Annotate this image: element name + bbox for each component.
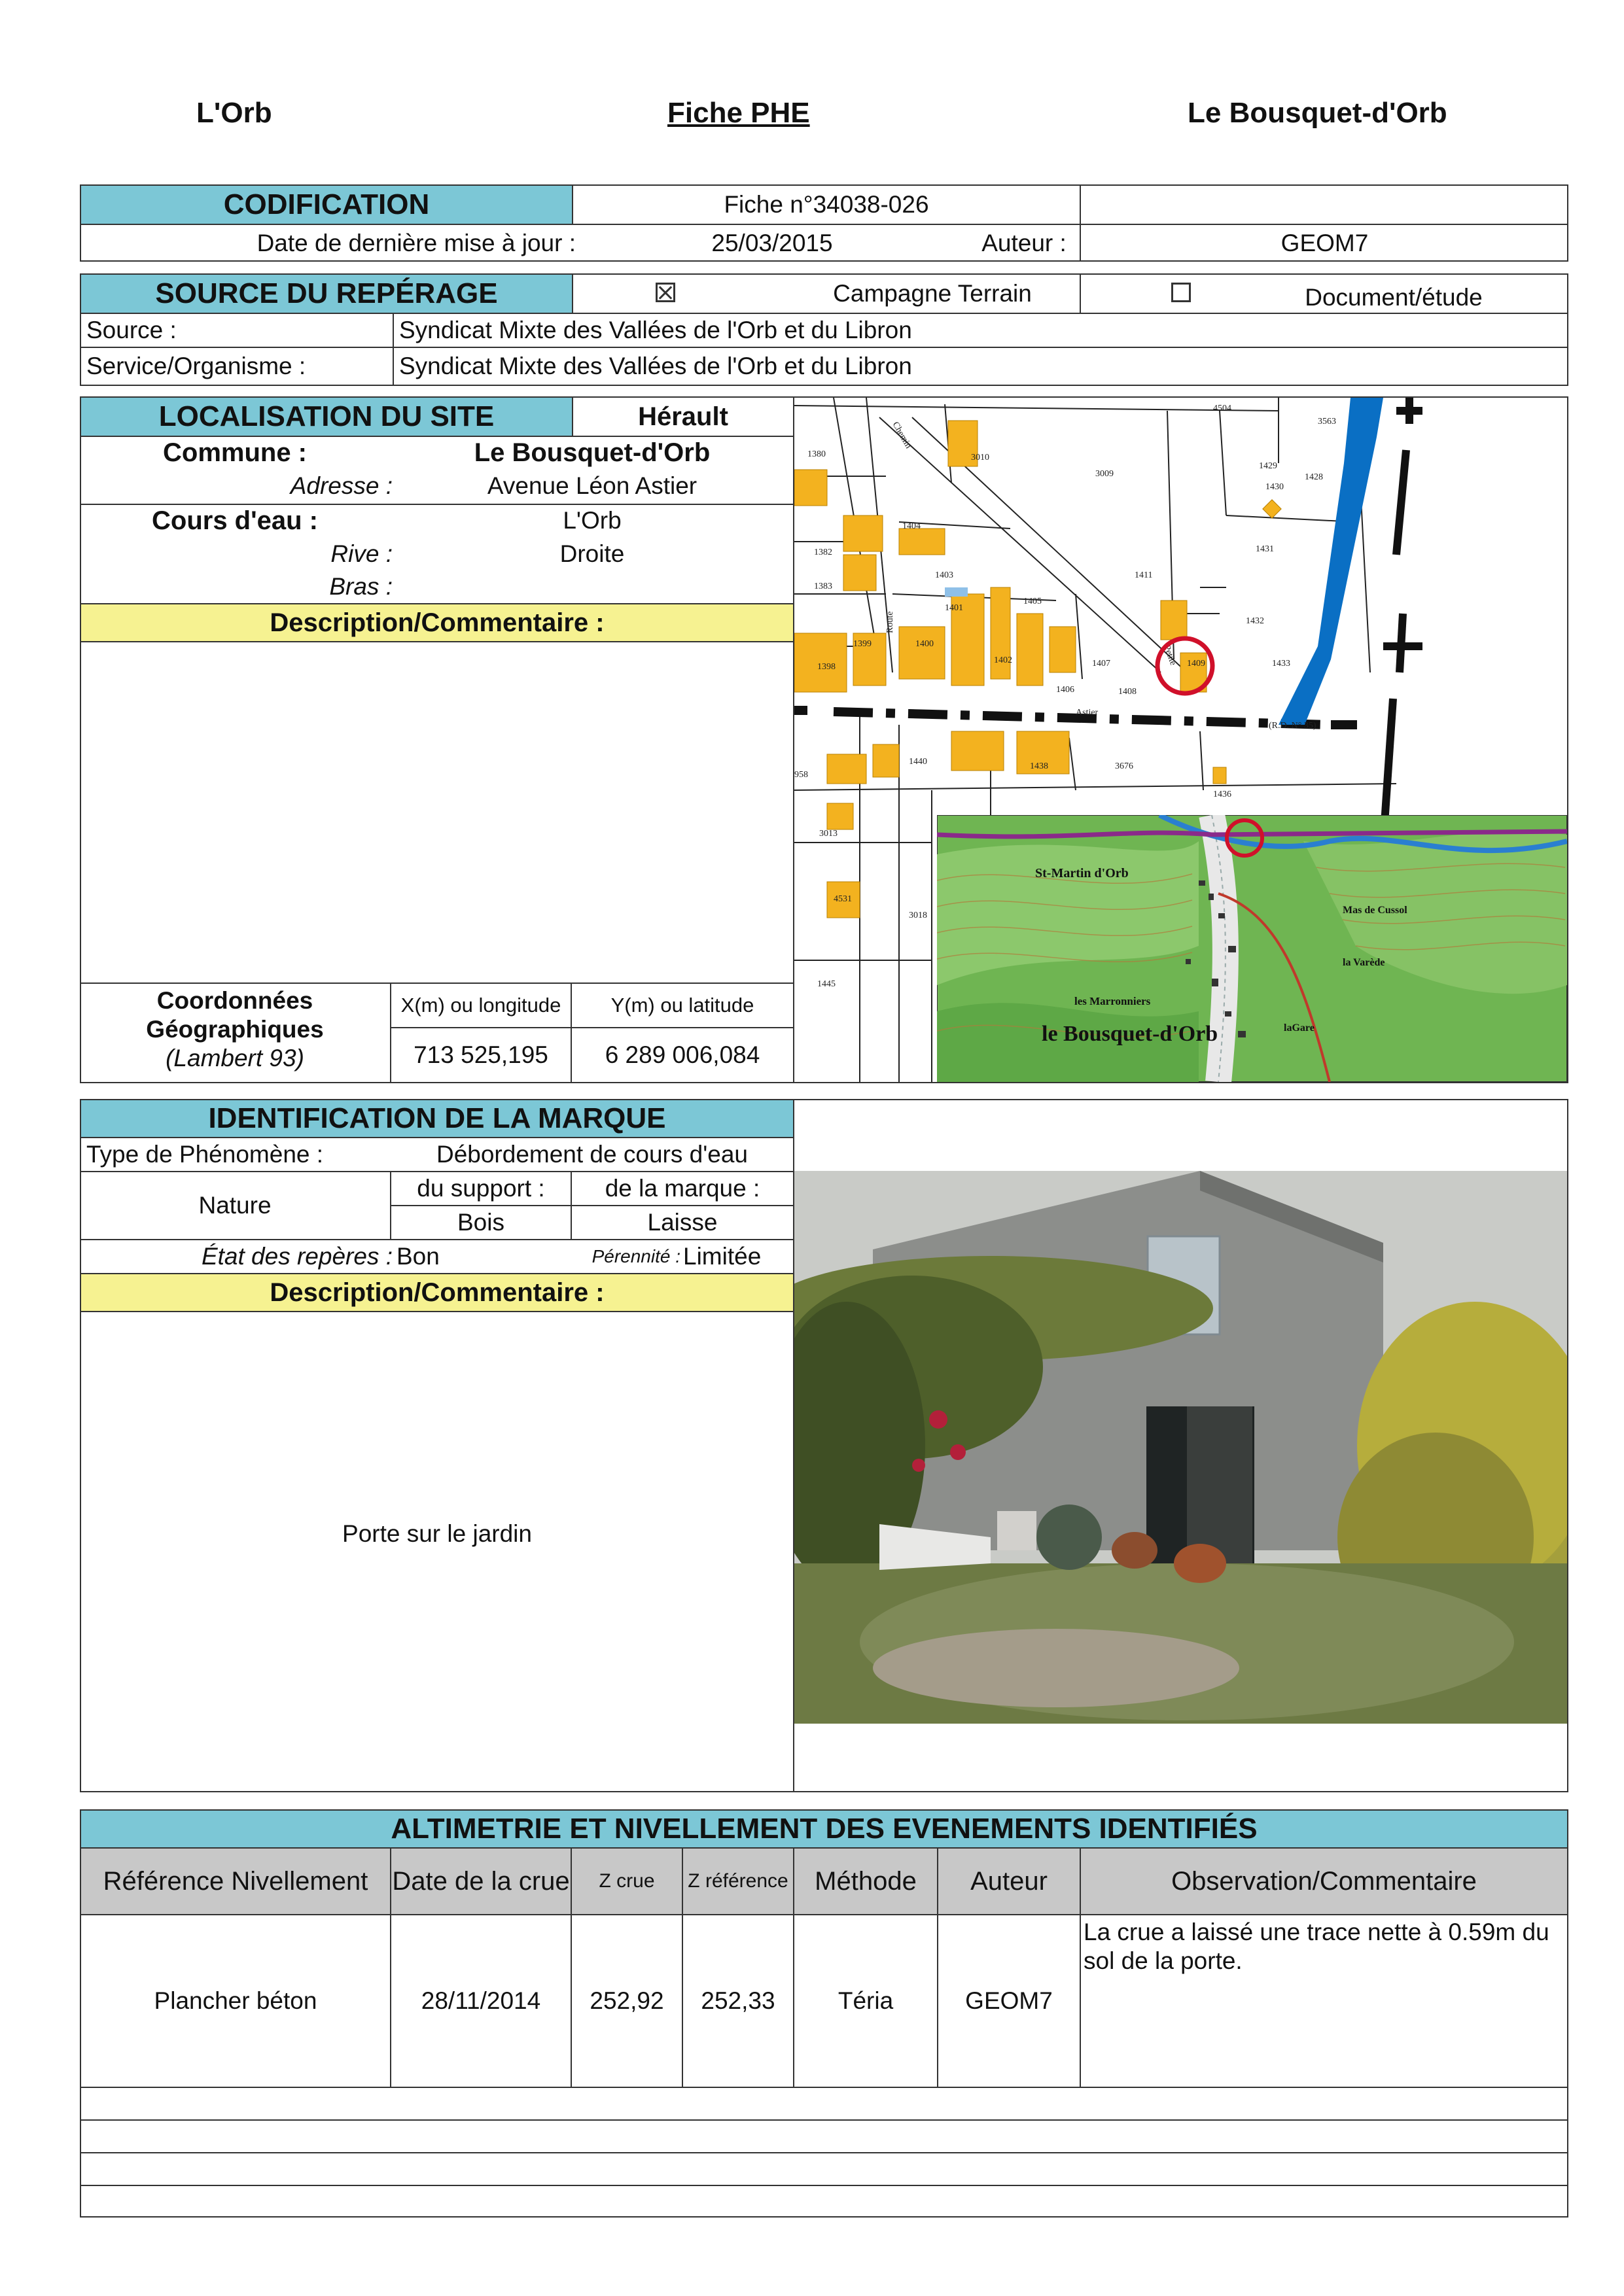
coord-label-line1: Coordonnées: [156, 987, 313, 1014]
parcel-number: 3563: [1318, 417, 1336, 426]
auteur-label: Auteur :: [981, 230, 1067, 256]
parcel-number: 3013: [819, 829, 838, 839]
topo-label: laGare: [1284, 1022, 1315, 1034]
x-label: X(m) ou longitude: [400, 994, 561, 1017]
cours-value: L'Orb: [563, 507, 622, 534]
parcel-number: 1403: [935, 570, 953, 580]
parcel-number: 1405: [1023, 597, 1042, 606]
support-value: Bois: [457, 1209, 504, 1236]
row-obs: La crue a laissé une trace nette à 0.59m du sol de la porte.: [1084, 1919, 1549, 1974]
document-checkbox[interactable]: [1171, 283, 1191, 305]
col-auteur-header: Auteur: [970, 1866, 1048, 1896]
street-label: Astier: [1076, 708, 1099, 718]
commune-label: Commune :: [163, 438, 307, 467]
perennite-value: Limitée: [683, 1243, 762, 1270]
marque-label: de la marque :: [605, 1175, 760, 1202]
street-label: (R.D. N° 35): [1269, 721, 1316, 731]
codification-title: CODIFICATION: [81, 186, 572, 224]
col-date-header: Date de la crue: [392, 1867, 570, 1896]
parcel-number: 1440: [909, 757, 927, 767]
cours-label: Cours d'eau :: [152, 506, 318, 535]
date-label: Date de dernière mise à jour :: [256, 230, 576, 256]
parcel-number: 1398: [817, 662, 836, 672]
campagne-checkbox[interactable]: [656, 283, 675, 305]
coord-label-line2: Géographiques: [146, 1016, 324, 1043]
localisation-desc-title: Description/Commentaire :: [81, 604, 793, 641]
parcel-number: 3010: [971, 453, 989, 462]
parcel-number: 1406: [1056, 685, 1074, 695]
support-label: du support :: [417, 1175, 545, 1202]
parcel-number: 1408: [1118, 687, 1137, 697]
row-methode: Téria: [838, 1987, 894, 2014]
checkbox-empty-icon: [1171, 283, 1191, 302]
parcel-number: 1429: [1259, 461, 1277, 471]
identification-title: IDENTIFICATION DE LA MARQUE: [81, 1100, 793, 1137]
parcel-number: 1431: [1256, 544, 1274, 554]
street-label: Chemin: [890, 420, 913, 451]
departement: Hérault: [638, 402, 728, 431]
header-commune: Le Bousquet-d'Orb: [1188, 97, 1447, 129]
parcel-number: 4531: [834, 894, 852, 904]
bras-value: [393, 570, 792, 603]
topo-label: les Marronniers: [1074, 995, 1151, 1007]
rive-value: Droite: [559, 540, 625, 567]
col-zref-header: Z référence: [688, 1870, 788, 1892]
topo-map: [937, 815, 1567, 1082]
etat-value: Bon: [397, 1243, 440, 1270]
topo-label: la Varède: [1343, 957, 1385, 968]
col-ref-header: Référence Nivellement: [103, 1866, 368, 1896]
rive-label: Rive :: [330, 540, 393, 567]
date-value: 25/03/2015: [711, 230, 833, 256]
type-label: Type de Phénomène :: [86, 1141, 324, 1168]
coord-label-line3: (Lambert 93): [166, 1045, 304, 1071]
nature-label: Nature: [198, 1192, 272, 1219]
parcel-number: 1401: [945, 603, 963, 613]
parcel-number: 1436: [1213, 790, 1231, 799]
service-label: Service/Organisme :: [86, 353, 306, 379]
checkbox-checked-icon: [656, 283, 675, 302]
topo-label: St-Martin d'Orb: [1035, 866, 1129, 880]
row-zref: 252,33: [701, 1987, 775, 2014]
parcel-number: 1411: [1135, 570, 1153, 580]
row-auteur: GEOM7: [965, 1987, 1053, 2014]
parcel-number: 1432: [1246, 616, 1264, 626]
parcel-number: 1430: [1265, 482, 1284, 492]
parcel-number: 1404: [902, 521, 921, 531]
street-label: Petite: [1161, 644, 1178, 667]
commune-value: Le Bousquet-d'Orb: [474, 438, 711, 467]
fiche-number: Fiche n°34038-026: [724, 191, 929, 218]
x-value: 713 525,195: [414, 1041, 548, 1068]
etat-label: État des repères :: [201, 1243, 393, 1270]
y-label: Y(m) ou latitude: [610, 994, 754, 1017]
parcel-number: 1433: [1272, 659, 1290, 669]
parcel-number: 1438: [1030, 761, 1048, 771]
parcel-number: 1409: [1187, 659, 1205, 669]
localisation-title: LOCALISATION DU SITE: [81, 398, 572, 436]
parcel-number: 1399: [853, 639, 872, 649]
campagne-label: Campagne Terrain: [833, 280, 1032, 307]
street-label: Route: [885, 611, 895, 633]
parcel-number: 1407: [1092, 659, 1110, 669]
marque-value: Laisse: [647, 1209, 718, 1236]
identification-desc-title: Description/Commentaire :: [81, 1274, 793, 1311]
parcel-number: 1445: [817, 979, 836, 989]
service-value: Syndicat Mixte des Vallées de l'Orb et du Libron: [399, 353, 912, 379]
adresse-label: Adresse :: [290, 472, 393, 499]
altimetrie-title: ALTIMETRIE ET NIVELLEMENT DES EVENEMENTS IDENTIFIÉS: [81, 1811, 1567, 1847]
type-value: Débordement de cours d'eau: [436, 1141, 749, 1168]
topo-label: Mas de Cussol: [1343, 905, 1407, 916]
row-zcrue: 252,92: [590, 1987, 664, 2014]
localisation-desc-text: [81, 648, 793, 975]
y-value: 6 289 006,084: [605, 1041, 760, 1068]
document-label: Document/étude: [1305, 284, 1483, 311]
parcel-number: 1382: [814, 548, 832, 557]
parcel-number: 1380: [807, 449, 826, 459]
perennite-label: Pérennité :: [591, 1246, 680, 1266]
coord-label: [81, 986, 389, 1073]
adresse-value: Avenue Léon Astier: [487, 472, 697, 499]
parcel-number: 1383: [814, 582, 832, 591]
site-photo: [794, 1171, 1567, 1724]
parcel-number: 4504: [1213, 404, 1231, 413]
auteur-value: GEOM7: [1280, 230, 1369, 256]
source-title: SOURCE DU REPÉRAGE: [81, 275, 572, 313]
row-date: 28/11/2014: [421, 1987, 541, 2014]
parcel-number: 3009: [1095, 469, 1114, 479]
col-zcrue-header: Z crue: [599, 1870, 655, 1892]
topo-label: le Bousquet-d'Orb: [1042, 1022, 1218, 1046]
parcel-number: 3018: [909, 911, 927, 920]
header-river: L'Orb: [196, 97, 272, 129]
parcel-number: 3676: [1115, 761, 1133, 771]
col-methode-header: Méthode: [815, 1866, 917, 1896]
col-obs-header: Observation/Commentaire: [1171, 1866, 1477, 1896]
source-label: Source :: [86, 317, 177, 343]
parcel-number: 1402: [994, 655, 1012, 665]
identification-desc-text: Porte sur le jardin: [342, 1520, 532, 1547]
parcel-number: 958: [794, 770, 808, 780]
source-value: Syndicat Mixte des Vallées de l'Orb et du Libron: [399, 317, 912, 343]
parcel-number: 1428: [1305, 472, 1323, 482]
row-ref: Plancher béton: [154, 1987, 317, 2014]
page-title: Fiche PHE: [667, 97, 810, 129]
bras-label: Bras :: [329, 573, 393, 600]
parcel-number: 1400: [915, 639, 934, 649]
